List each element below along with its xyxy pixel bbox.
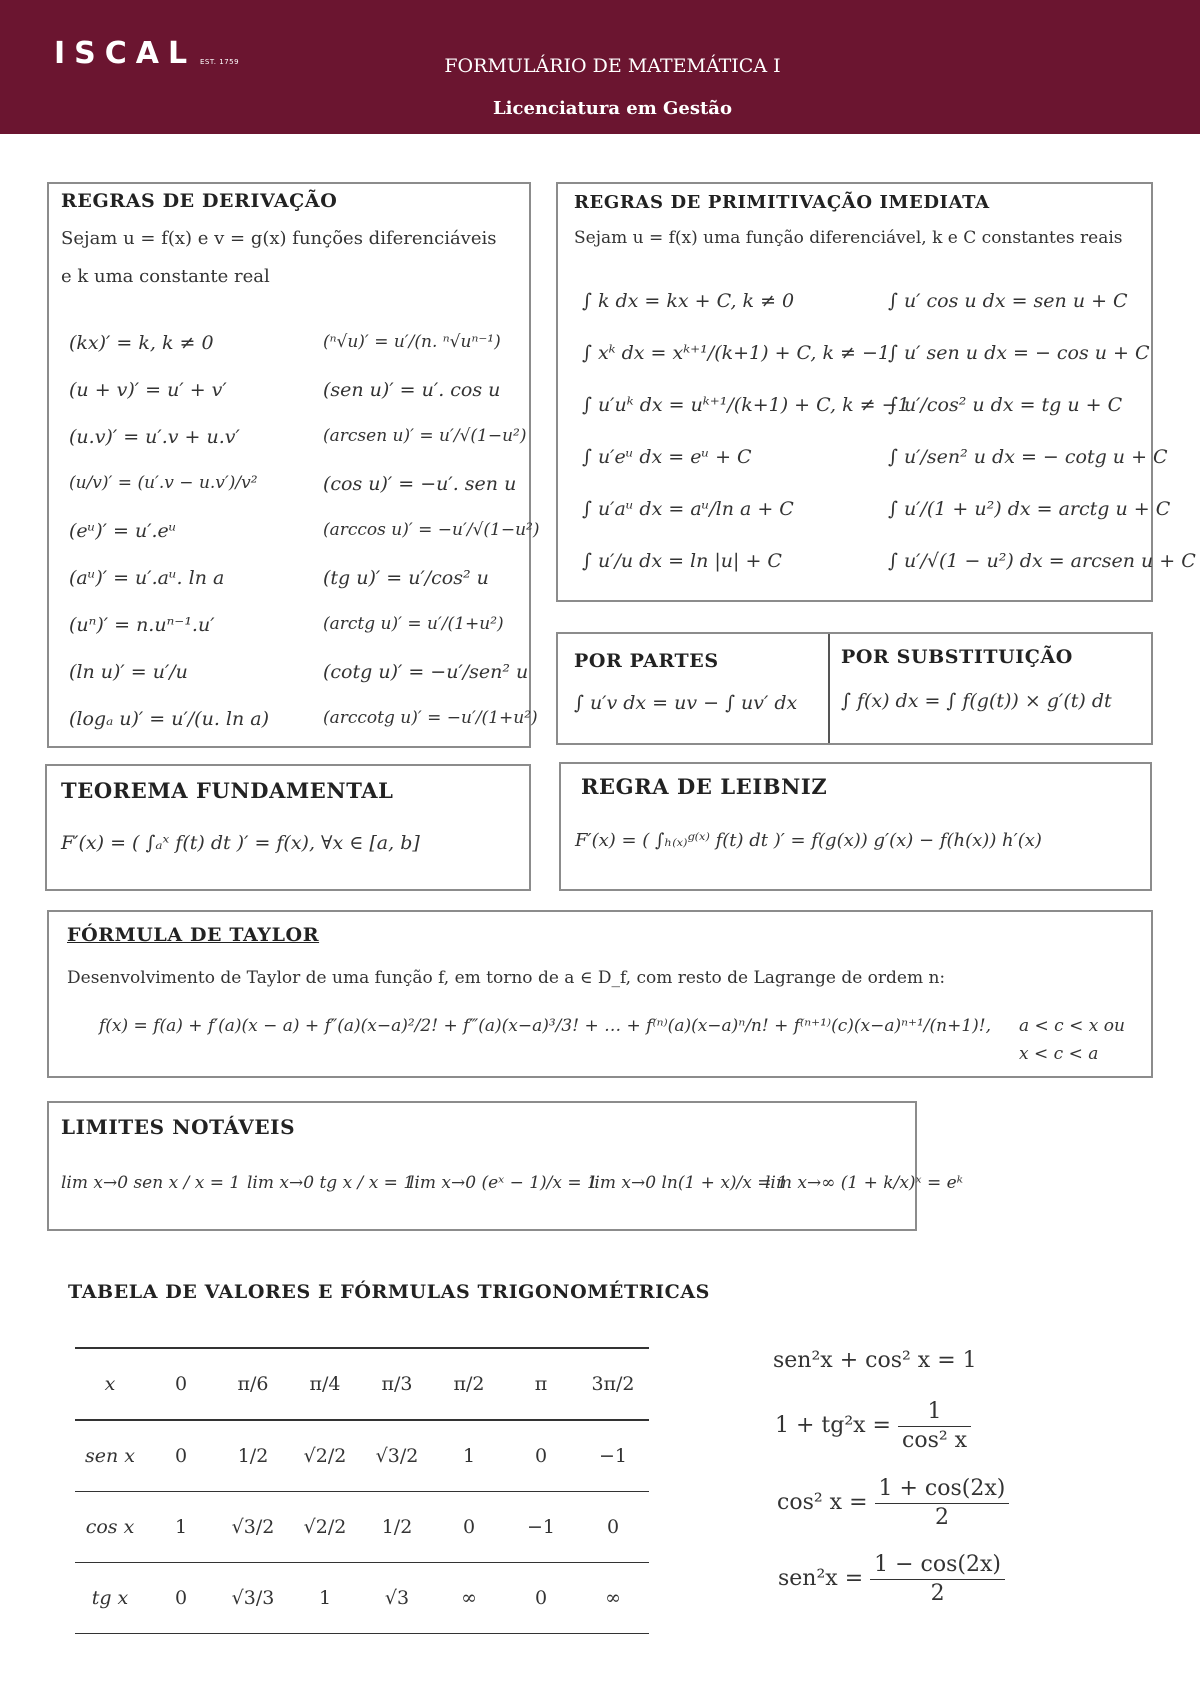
table-row <box>75 1420 649 1492</box>
row-label: x <box>75 1348 145 1420</box>
denominator: 2 <box>934 1504 949 1530</box>
table-cell: √3/2 <box>217 1492 289 1563</box>
identity-lhs: cos² x = <box>777 1490 868 1515</box>
table-cell: √2/2 <box>289 1420 361 1492</box>
formula: ∫ u′v dx = uv − ∫ uv′ dx <box>574 692 798 714</box>
primitive-intro: Sejam u = f(x) uma função diferenciável, k e C constantes reais <box>574 228 1123 248</box>
derivation-intro-2: e k uma constante real <box>61 266 270 287</box>
formula: (eᵘ)′ = u′.eᵘ <box>69 520 177 542</box>
formula: (arccotg u)′ = −u′/(1+u²) <box>323 708 538 728</box>
section-title: REGRAS DE DERIVAÇÃO <box>61 190 338 212</box>
formula: (kx)′ = k, k ≠ 0 <box>69 332 214 354</box>
table-cell: √3/3 <box>217 1563 289 1634</box>
derivation-intro: Sejam u = f(x) e v = g(x) funções diferenciáveis <box>61 228 497 249</box>
formula: ∫ u′aᵘ dx = aᵘ/ln a + C <box>582 498 794 520</box>
table-cell: π/2 <box>433 1348 505 1420</box>
formula: ∫ k dx = kx + C, k ≠ 0 <box>582 290 795 312</box>
trig-identity: sen²x + cos² x = 1 <box>773 1348 977 1373</box>
formula: (arccos u)′ = −u′/√(1−u²) <box>323 520 540 540</box>
formula: f(x) = f(a) + f′(a)(x − a) + f″(a)(x−a)²/2! + f‴(a)(x−a)³/3! + … + f⁽ⁿ⁾(a)(x−a)ⁿ/n! + f⁽ⁿ⁺¹⁾(c)(x−a)ⁿ⁺¹/(n+1)!, <box>99 1016 992 1036</box>
table-cell: √3 <box>361 1563 433 1634</box>
limit-formula: lim x→0 ln(1 + x)/x = 1 <box>589 1173 788 1193</box>
table-cell: 1 <box>145 1492 217 1563</box>
section-title: REGRAS DE PRIMITIVAÇÃO IMEDIATA <box>574 192 990 213</box>
table-row <box>75 1492 649 1563</box>
table-row <box>75 1563 649 1634</box>
trig-identity <box>778 1551 1005 1607</box>
formula: ∫ u′/sen² u dx = − cotg u + C <box>888 446 1168 468</box>
table-cell: √2/2 <box>289 1492 361 1563</box>
divider <box>828 634 830 743</box>
formula: (arcsen u)′ = u′/√(1−u²) <box>323 426 527 446</box>
formula: (aᵘ)′ = u′.aᵘ. ln a <box>69 567 225 589</box>
table-cell: −1 <box>505 1492 577 1563</box>
row-label: sen x <box>75 1420 145 1492</box>
row-label: cos x <box>75 1492 145 1563</box>
table-cell: 0 <box>145 1348 217 1420</box>
table-cell: 0 <box>577 1492 649 1563</box>
identity-lhs: 1 + tg²x = <box>775 1413 891 1438</box>
formula: (logₐ u)′ = u′/(u. ln a) <box>69 708 270 730</box>
page-subtitle: Licenciatura em Gestão <box>493 98 732 119</box>
header-banner <box>0 0 1200 134</box>
row-label: tg x <box>75 1563 145 1634</box>
numerator: 1 − cos(2x) <box>870 1551 1005 1580</box>
integration-methods-box <box>556 632 1153 745</box>
table-cell: π <box>505 1348 577 1420</box>
table-cell: ∞ <box>433 1563 505 1634</box>
formula: (sen u)′ = u′. cos u <box>323 379 501 401</box>
table-cell: ∞ <box>577 1563 649 1634</box>
table-cell: 1 <box>289 1563 361 1634</box>
trig-identity <box>777 1475 1009 1531</box>
formula: (cos u)′ = −u′. sen u <box>323 473 517 495</box>
formula: ∫ xᵏ dx = xᵏ⁺¹/(k+1) + C, k ≠ −1 <box>582 342 890 364</box>
trig-identity <box>775 1398 971 1454</box>
formula: ∫ u′uᵏ dx = uᵏ⁺¹/(k+1) + C, k ≠ −1 <box>582 394 910 416</box>
section-title: LIMITES NOTÁVEIS <box>61 1115 296 1139</box>
leibniz-rule-box <box>559 762 1152 891</box>
identity-lhs: sen²x = <box>778 1566 864 1591</box>
section-title: TEOREMA FUNDAMENTAL <box>61 778 394 803</box>
table-cell: 1 <box>433 1420 505 1492</box>
iscal-logo: ISCAL <box>54 36 197 71</box>
formula: (ⁿ√u)′ = u′/(n. ⁿ√uⁿ⁻¹) <box>323 332 501 352</box>
table-cell: √3/2 <box>361 1420 433 1492</box>
formula: ∫ u′/cos² u dx = tg u + C <box>888 394 1123 416</box>
fundamental-theorem-box <box>45 764 531 891</box>
limit-formula: lim x→0 tg x / x = 1 <box>247 1173 415 1193</box>
trig-values-table <box>75 1347 649 1634</box>
limit-formula: lim x→0 (eˣ − 1)/x = 1 <box>409 1173 598 1193</box>
table-cell: 0 <box>145 1563 217 1634</box>
denominator: 2 <box>930 1580 945 1606</box>
table-cell: π/4 <box>289 1348 361 1420</box>
table-cell: 3π/2 <box>577 1348 649 1420</box>
formula: ∫ u′/√(1 − u²) dx = arcsen u + C <box>888 550 1196 572</box>
formula-condition: a < c < x ou <box>1019 1016 1125 1036</box>
formula: (u/v)′ = (u′.v − u.v′)/v² <box>69 473 258 493</box>
formula: ∫ u′eᵘ dx = eᵘ + C <box>582 446 752 468</box>
table-cell: π/3 <box>361 1348 433 1420</box>
identity-fraction <box>875 1475 1010 1531</box>
formula: ∫ u′/u dx = ln |u| + C <box>582 550 782 572</box>
primitive-rules-box <box>556 182 1196 602</box>
numerator: 1 + cos(2x) <box>875 1475 1010 1504</box>
table-cell: 0 <box>145 1420 217 1492</box>
table-cell: 0 <box>505 1563 577 1634</box>
table-cell: 1/2 <box>361 1492 433 1563</box>
trig-table-title: TABELA DE VALORES E FÓRMULAS TRIGONOMÉTRICAS <box>68 1281 710 1303</box>
denominator: cos² x <box>902 1427 968 1453</box>
formula: (ln u)′ = u′/u <box>69 661 188 683</box>
formula: (cotg u)′ = −u′/sen² u <box>323 661 529 683</box>
formula: (u + v)′ = u′ + v′ <box>69 379 227 401</box>
section-title: POR SUBSTITUIÇÃO <box>841 646 1073 668</box>
formula-condition: x < c < a <box>1019 1044 1099 1064</box>
formula: (uⁿ)′ = n.uⁿ⁻¹.u′ <box>69 614 215 636</box>
taylor-intro: Desenvolvimento de Taylor de uma função f, em torno de a ∈ D_f, com resto de Lagrange de ordem n: <box>67 968 946 988</box>
numerator: 1 <box>898 1398 971 1427</box>
table-cell: π/6 <box>217 1348 289 1420</box>
limit-formula: lim x→∞ (1 + k/x)ˣ = eᵏ <box>765 1173 963 1193</box>
taylor-formula-box <box>47 910 1153 1078</box>
formula: F′(x) = ( ∫ₐˣ f(t) dt )′ = f(x), ∀x ∈ [a, b] <box>61 832 420 854</box>
table-cell: 0 <box>433 1492 505 1563</box>
logo-est-text: EST. 1759 <box>200 58 240 66</box>
formula: ∫ u′ cos u dx = sen u + C <box>888 290 1128 312</box>
formula: (tg u)′ = u′/cos² u <box>323 567 489 589</box>
section-title: POR PARTES <box>574 650 719 672</box>
limit-formula: lim x→0 sen x / x = 1 <box>61 1173 241 1193</box>
formula: ∫ u′ sen u dx = − cos u + C <box>888 342 1150 364</box>
notable-limits-box <box>47 1101 963 1231</box>
formula: ∫ f(x) dx = ∫ f(g(t)) × g′(t) dt <box>841 690 1112 712</box>
formula: F′(x) = ( ∫ₕ₍ₓ₎ᵍ⁽ˣ⁾ f(t) dt )′ = f(g(x)) g′(x) − f(h(x)) h′(x) <box>575 830 1042 851</box>
table-cell: 0 <box>505 1420 577 1492</box>
table-cell: 1/2 <box>217 1420 289 1492</box>
identity-fraction <box>898 1398 971 1454</box>
page-title: FORMULÁRIO DE MATEMÁTICA I <box>444 55 781 77</box>
identity-fraction <box>870 1551 1005 1607</box>
section-title: FÓRMULA DE TAYLOR <box>67 924 320 946</box>
section-title: REGRA DE LEIBNIZ <box>581 774 828 799</box>
formula: (arctg u)′ = u′/(1+u²) <box>323 614 504 634</box>
formula: (u.v)′ = u′.v + u.v′ <box>69 426 240 448</box>
formula: ∫ u′/(1 + u²) dx = arctg u + C <box>888 498 1171 520</box>
derivation-rules-box <box>47 182 540 748</box>
table-cell: −1 <box>577 1420 649 1492</box>
table-row <box>75 1348 649 1420</box>
